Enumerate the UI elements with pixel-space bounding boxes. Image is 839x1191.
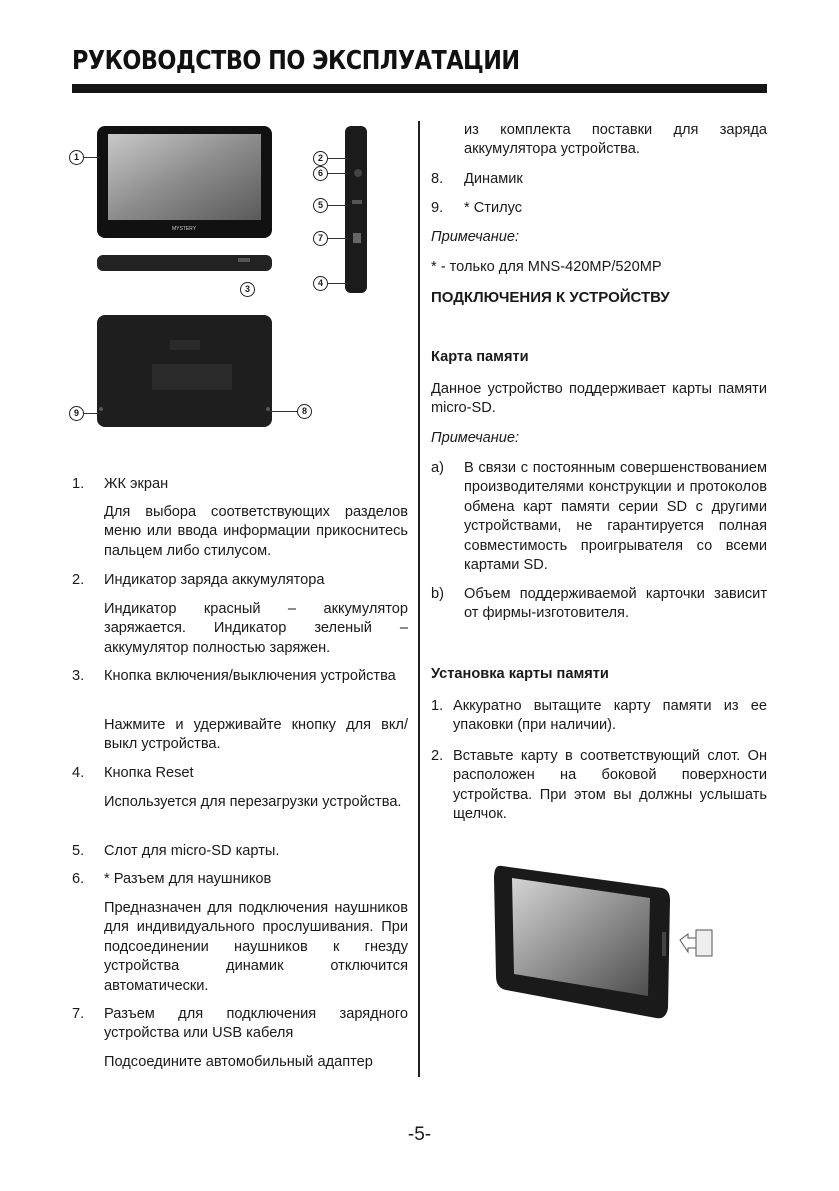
list-item-2: 2. Индикатор заряда аккумулятора (72, 572, 325, 588)
list-item-8: 8. Динамик (431, 171, 523, 187)
step-2-text: Вставьте карту в соответствующий слот. Он расположен на боковой поверхности устройства. При этом вы должны услышать щелчок. (453, 748, 767, 823)
install-title: Установка карты памяти (431, 666, 609, 682)
item-4-body: Используется для перезагрузки устройства. (104, 794, 402, 810)
step-1-text: Аккуратно вытащите карту памяти из ее упаковки (при наличии). (453, 698, 767, 734)
device-edge-bottom (97, 255, 272, 271)
list-item-4: 4. Кнопка Reset (72, 765, 194, 781)
callout-1: 1 (69, 150, 84, 165)
note-label-1: Примечание: (431, 229, 520, 245)
memcard-text: Данное устройство поддерживает карты памяти micro-SD. (431, 381, 767, 417)
card-insertion-illustration (490, 858, 720, 1030)
item-2-body: Индикатор красный – аккумулятор заряжается. Индикатор зеленый – аккумулятор полностью заряжен. (104, 601, 408, 656)
item-7-body: Подсоедините автомобильный адаптер (104, 1054, 373, 1070)
callout-9: 9 (69, 406, 84, 421)
list-item-6: 6. * Разъем для наушников (72, 871, 272, 887)
callout-7: 7 (313, 231, 328, 246)
item-1-body: Для выбора соответствующих разделов меню или ввода информации прикоснитесь пальцем либо стилусом. (104, 504, 408, 559)
page-number: -5- (407, 1124, 432, 1145)
list-item-5: 5. Слот для micro-SD карты. (72, 843, 280, 859)
section-title: ПОДКЛЮЧЕНИЯ К УСТРОЙСТВУ (431, 289, 670, 306)
memory-card-icon (696, 930, 712, 956)
callout-4: 4 (313, 276, 328, 291)
note-text-1: * - только для MNS-420MP/520MP (431, 259, 662, 275)
memcard-title: Карта памяти (431, 349, 529, 365)
device-side (345, 126, 367, 293)
item-3-body: Нажмите и удерживайте кнопку для вкл/выкл устройства. (104, 717, 408, 753)
callout-2: 2 (313, 151, 328, 166)
brand-label: MYSTERY (171, 226, 197, 232)
list-item-1: 1. ЖК экран (72, 476, 169, 492)
note-a-text: В связи с постоянным совершенствованием производителями конструкции и протоколов обмена карт памяти серии SD с другими устройствами, не гарантируется полная совместимость проигрывателя со всеми картами SD. (464, 460, 767, 574)
continued-text: из комплекта поставки для заряда аккумулятора устройства. (464, 122, 767, 158)
note-b-text: Объем поддерживаемой карточки зависит от фирмы-изготовителя. (464, 586, 767, 622)
item-6-body: Предназначен для подключения наушников для индивидуального прослушивания. При подсоединении наушников к гнезду устройства динамик отключится автоматически. (104, 900, 408, 994)
column-divider (418, 121, 420, 1077)
page-title: РУКОВОДСТВО ПО ЭКСПЛУАТАЦИИ (72, 46, 520, 76)
callout-6: 6 (313, 166, 328, 181)
callout-8: 8 (297, 404, 312, 419)
list-item-3: 3. Кнопка включения/выключения устройства (72, 668, 396, 684)
device-diagram (60, 118, 390, 438)
note-label-2: Примечание: (431, 430, 520, 446)
list-item-9: 9. * Стилус (431, 200, 523, 216)
list-item-7: 7. Разъем для подключения зарядного устройства или USB кабеля (72, 1006, 408, 1042)
callout-3: 3 (240, 282, 255, 297)
device-screen (108, 134, 261, 220)
header-rule (72, 84, 767, 93)
callout-5: 5 (313, 198, 328, 213)
